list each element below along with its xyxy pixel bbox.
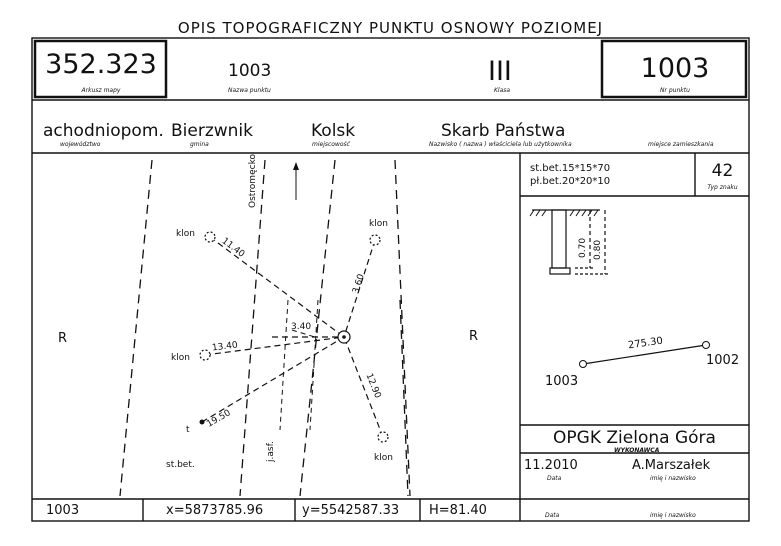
point-name-label: Nazwa punktu — [228, 87, 271, 94]
tree-label-3: klon — [369, 219, 388, 229]
tree-label-2: klon — [171, 353, 190, 363]
depth-2: 0.80 — [593, 239, 603, 260]
locality: Kolsk — [311, 121, 356, 141]
distance-4: 3.60 — [351, 272, 367, 296]
update-name-label: imię i nazwisko — [650, 512, 696, 519]
orientation-point-b: 1002 — [706, 353, 740, 368]
distance-2: 13.40 — [211, 340, 239, 354]
point-class-label: Klasa — [494, 87, 511, 94]
point-class: III — [488, 56, 512, 87]
locality-label: miejscowość — [312, 141, 350, 148]
marker-desc-1: st.bet.15*15*70 — [530, 163, 611, 174]
coord-point: 1003 — [46, 503, 80, 518]
orientation-distance: 275.30 — [627, 335, 664, 352]
commune-label: gmina — [190, 141, 209, 148]
marker-type: 42 — [711, 161, 734, 181]
executor-org: OPGK Zielona Góra — [553, 428, 716, 448]
coord-y: y=5542587.33 — [302, 503, 400, 518]
field-left: R — [58, 331, 68, 346]
owner-label: Nazwisko ( nazwa ) właściciela lub użytkownika — [429, 141, 572, 148]
distance-3: 19.50 — [205, 408, 233, 430]
road-surface-label: j.asf. — [266, 441, 276, 462]
residence-label: miejsce zamieszkania — [648, 141, 714, 148]
post-label: st.bet. — [166, 460, 195, 470]
map-sheet-number: 352.323 — [45, 49, 157, 80]
marker-desc-2: pł.bet.20*20*10 — [530, 176, 611, 187]
point-name: 1003 — [228, 61, 272, 81]
executor-date-label: Data — [547, 475, 562, 482]
point-number: 1003 — [640, 53, 710, 84]
coord-h: H=81.40 — [429, 503, 487, 518]
distance-1: 11.40 — [219, 236, 247, 260]
road-direction-label: Ostromęcko — [248, 154, 258, 208]
map-sheet-label: Arkusz mapy — [81, 87, 121, 94]
executor-name-label: imię i nazwisko — [650, 475, 696, 482]
voivodeship: achodniopom. — [43, 121, 164, 141]
document-title: OPIS TOPOGRAFICZNY PUNKTU OSNOWY POZIOMEJ — [177, 19, 604, 37]
depth-1: 0.70 — [578, 237, 588, 258]
commune: Bierzwnik — [171, 121, 254, 141]
marker-type-label: Typ znaku — [707, 184, 738, 191]
owner: Skarb Państwa — [441, 121, 566, 141]
post-letter: t — [186, 425, 190, 435]
update-date-label: Data — [545, 512, 560, 519]
distance-6: 3.40 — [291, 322, 312, 332]
distance-5: 12.90 — [363, 372, 383, 400]
field-right: R — [469, 329, 479, 344]
voivodeship-label: województwo — [60, 141, 101, 148]
executor-name: A.Marszałek — [632, 458, 711, 473]
tree-label-4: klon — [374, 453, 393, 463]
tree-label-1: klon — [176, 229, 195, 239]
coord-x: x=5873785.96 — [166, 503, 264, 518]
orientation-point-a: 1003 — [545, 374, 579, 389]
executor-org-label: WYKONAWCA — [614, 447, 660, 454]
point-number-label: Nr punktu — [660, 87, 690, 94]
executor-date: 11.2010 — [524, 458, 578, 473]
